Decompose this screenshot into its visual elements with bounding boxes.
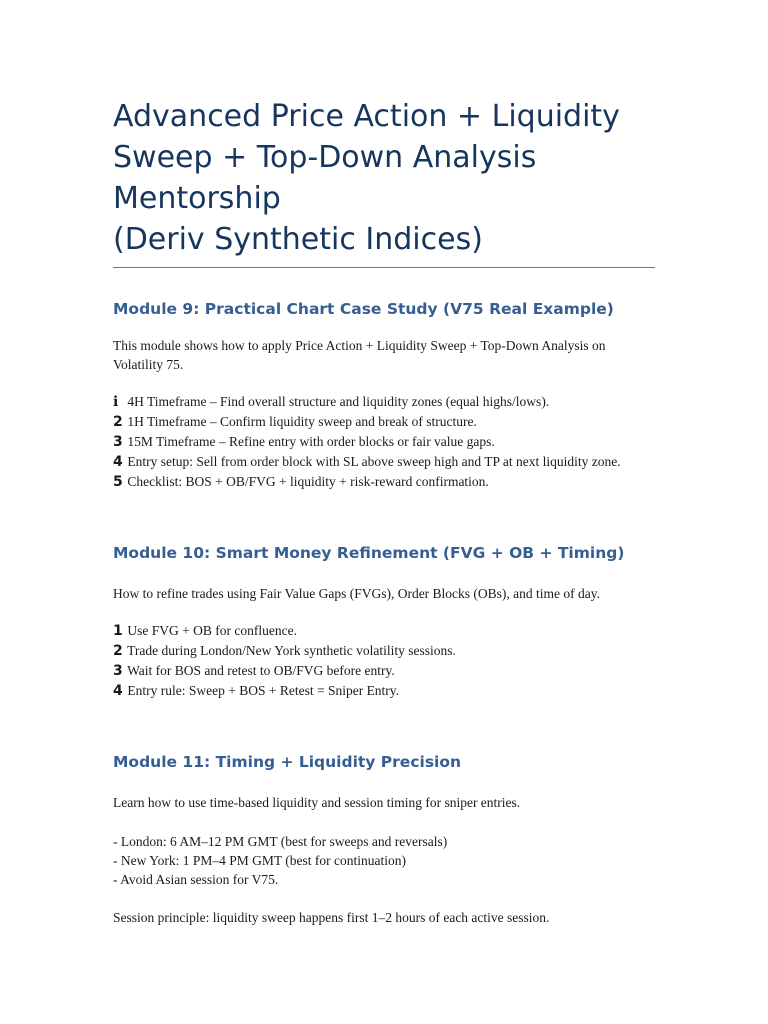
title-line: Sweep + Top-Down Analysis Mentorship <box>113 140 537 216</box>
step-number: 3 <box>113 434 123 450</box>
list-item <box>113 412 655 432</box>
list-item <box>113 452 655 472</box>
module-9-intro: This module shows how to apply Price Action + Liquidity Sweep + Top-Down Analysis on Volatility 75. <box>113 338 606 372</box>
list-item <box>113 472 655 492</box>
step-text: Entry rule: Sweep + BOS + Retest = Sniper Entry. <box>127 683 400 698</box>
list-item <box>113 432 655 452</box>
module-11-heading: Module 11: Timing + Liquidity Precision <box>113 753 462 771</box>
module-11-principle: Session principle: liquidity sweep happens first 1–2 hours of each active session. <box>113 910 550 925</box>
step-number: 3 <box>113 663 123 679</box>
module-11-sessions <box>113 832 655 889</box>
list-item: - New York: 1 PM–4 PM GMT (best for continuation) <box>113 853 406 868</box>
step-number: 2 <box>113 643 123 659</box>
step-number: 2 <box>113 414 123 430</box>
module-10-intro: How to refine trades using Fair Value Gaps (FVGs), Order Blocks (OBs), and time of day. <box>113 586 601 601</box>
list-item <box>113 681 655 701</box>
module-10-heading: Module 10: Smart Money Refinement (FVG + OB + Timing) <box>113 544 625 562</box>
list-item <box>113 661 655 681</box>
step-text: 4H Timeframe – Find overall structure and liquidity zones (equal highs/lows). <box>127 394 550 409</box>
step-number: 4 <box>113 454 123 470</box>
module-9-steps <box>113 392 655 492</box>
step-text: Use FVG + OB for confluence. <box>127 623 297 638</box>
step-number: 1 <box>113 623 123 639</box>
step-number: 4 <box>113 683 123 699</box>
list-item: - Avoid Asian session for V75. <box>113 872 279 887</box>
module-9-heading: Module 9: Practical Chart Case Study (V75 Real Example) <box>113 300 614 318</box>
title-line: Advanced Price Action + Liquidity <box>113 99 620 134</box>
step-text: 15M Timeframe – Refine entry with order blocks or fair value gaps. <box>127 434 495 449</box>
module-10-steps <box>113 621 655 701</box>
list-item <box>113 621 655 641</box>
title-line: (Deriv Synthetic Indices) <box>113 222 483 257</box>
module-11-intro: Learn how to use time-based liquidity and session timing for sniper entries. <box>113 795 521 810</box>
document-title <box>113 96 655 268</box>
step-text: Entry setup: Sell from order block with SL above sweep high and TP at next liquidity zone. <box>127 454 621 469</box>
list-item <box>113 392 655 412</box>
step-text: Trade during London/New York synthetic volatility sessions. <box>127 643 456 658</box>
step-number: 5 <box>113 474 123 490</box>
step-number: ℹ <box>113 394 119 410</box>
list-item <box>113 641 655 661</box>
step-text: Checklist: BOS + OB/FVG + liquidity + risk-reward confirmation. <box>127 474 489 489</box>
step-text: 1H Timeframe – Confirm liquidity sweep and break of structure. <box>127 414 477 429</box>
step-text: Wait for BOS and retest to OB/FVG before entry. <box>127 663 395 678</box>
list-item: - London: 6 AM–12 PM GMT (best for sweeps and reversals) <box>113 834 448 849</box>
